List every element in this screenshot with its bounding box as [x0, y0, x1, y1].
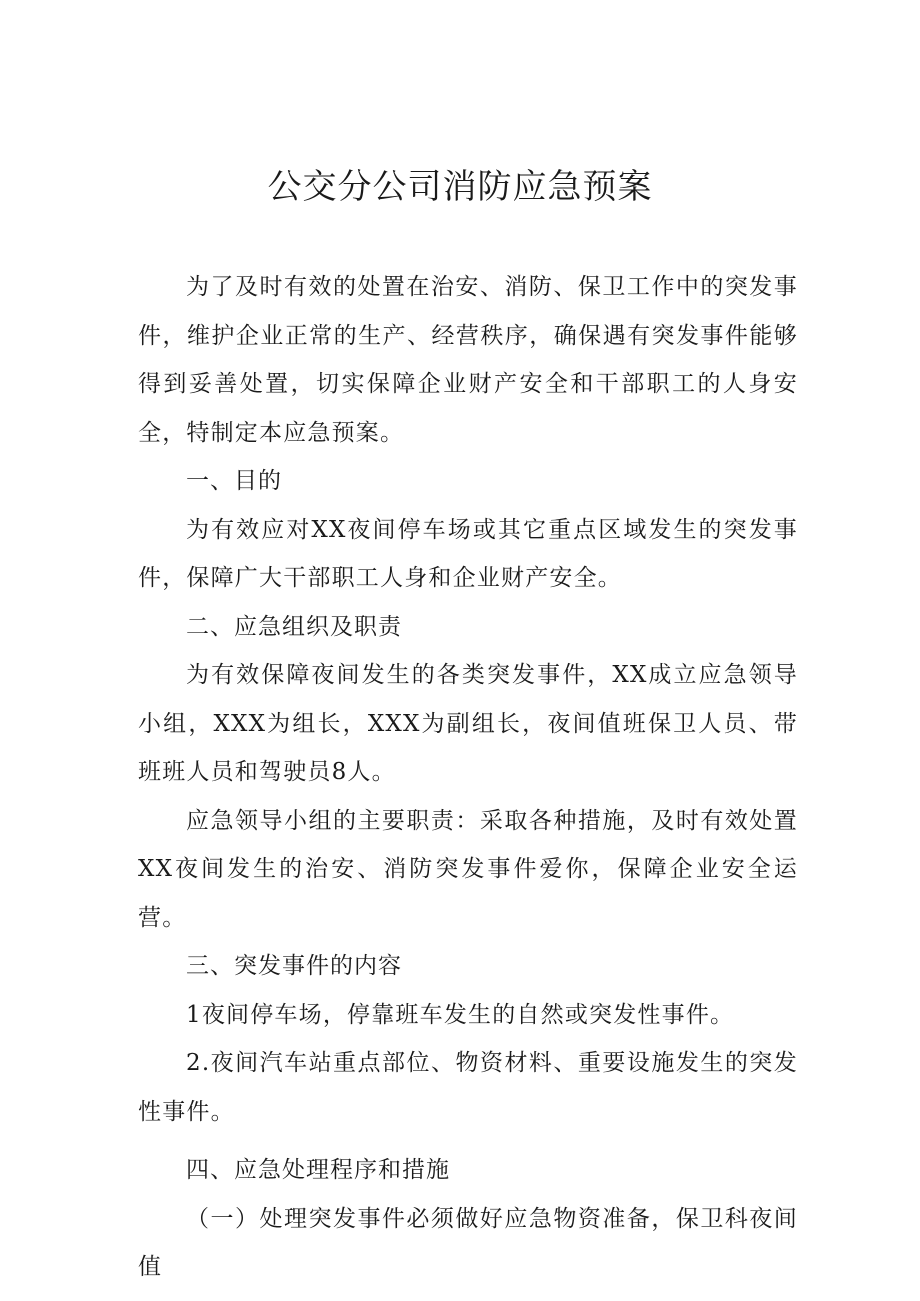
procedure-paragraph: （一）处理突发事件必须做好应急物资准备，保卫科夜间值: [138, 1205, 798, 1280]
section-heading-purpose: 一、目的: [186, 468, 282, 494]
document-title: 公交分公司消防应急预案: [267, 167, 653, 207]
responsibilities-paragraph: 应急领导小组的主要职责：采取各种措施，及时有效处置XX夜间发生的治安、消防突发事件爱你，保障企业安全运营。: [138, 807, 798, 931]
section-heading-organization: 二、应急组织及职责: [186, 613, 402, 640]
document-body: [138, 263, 798, 1292]
section-heading-procedures: 四、应急处理程序和措施: [186, 1157, 450, 1183]
purpose-paragraph: 为有效应对XX夜间停车场或其它重点区域发生的突发事件，保障广大干部职工人身和企业财产安全。: [138, 516, 798, 591]
incident-item-1: 1夜间停车场，停靠班车发生的自然或突发性事件。: [186, 1001, 735, 1028]
incident-item-2: 2.夜间汽车站重点部位、物资材料、重要设施发生的突发性事件。: [138, 1050, 798, 1125]
intro-paragraph: 为了及时有效的处置在治安、消防、保卫工作中的突发事件，维护企业正常的生产、经营秩序，确保遇有突发事件能够得到妥善处置，切实保障企业财产安全和干部职工的人身安全，特制定本应急预案。: [138, 274, 798, 446]
section-heading-incident-content: 三、突发事件的内容: [186, 953, 402, 979]
organization-paragraph: 为有效保障夜间发生的各类突发事件，XX成立应急领导小组，XXX为组长，XXX为副组长，夜间值班保卫人员、带班班人员和驾驶员8人。: [138, 662, 798, 785]
